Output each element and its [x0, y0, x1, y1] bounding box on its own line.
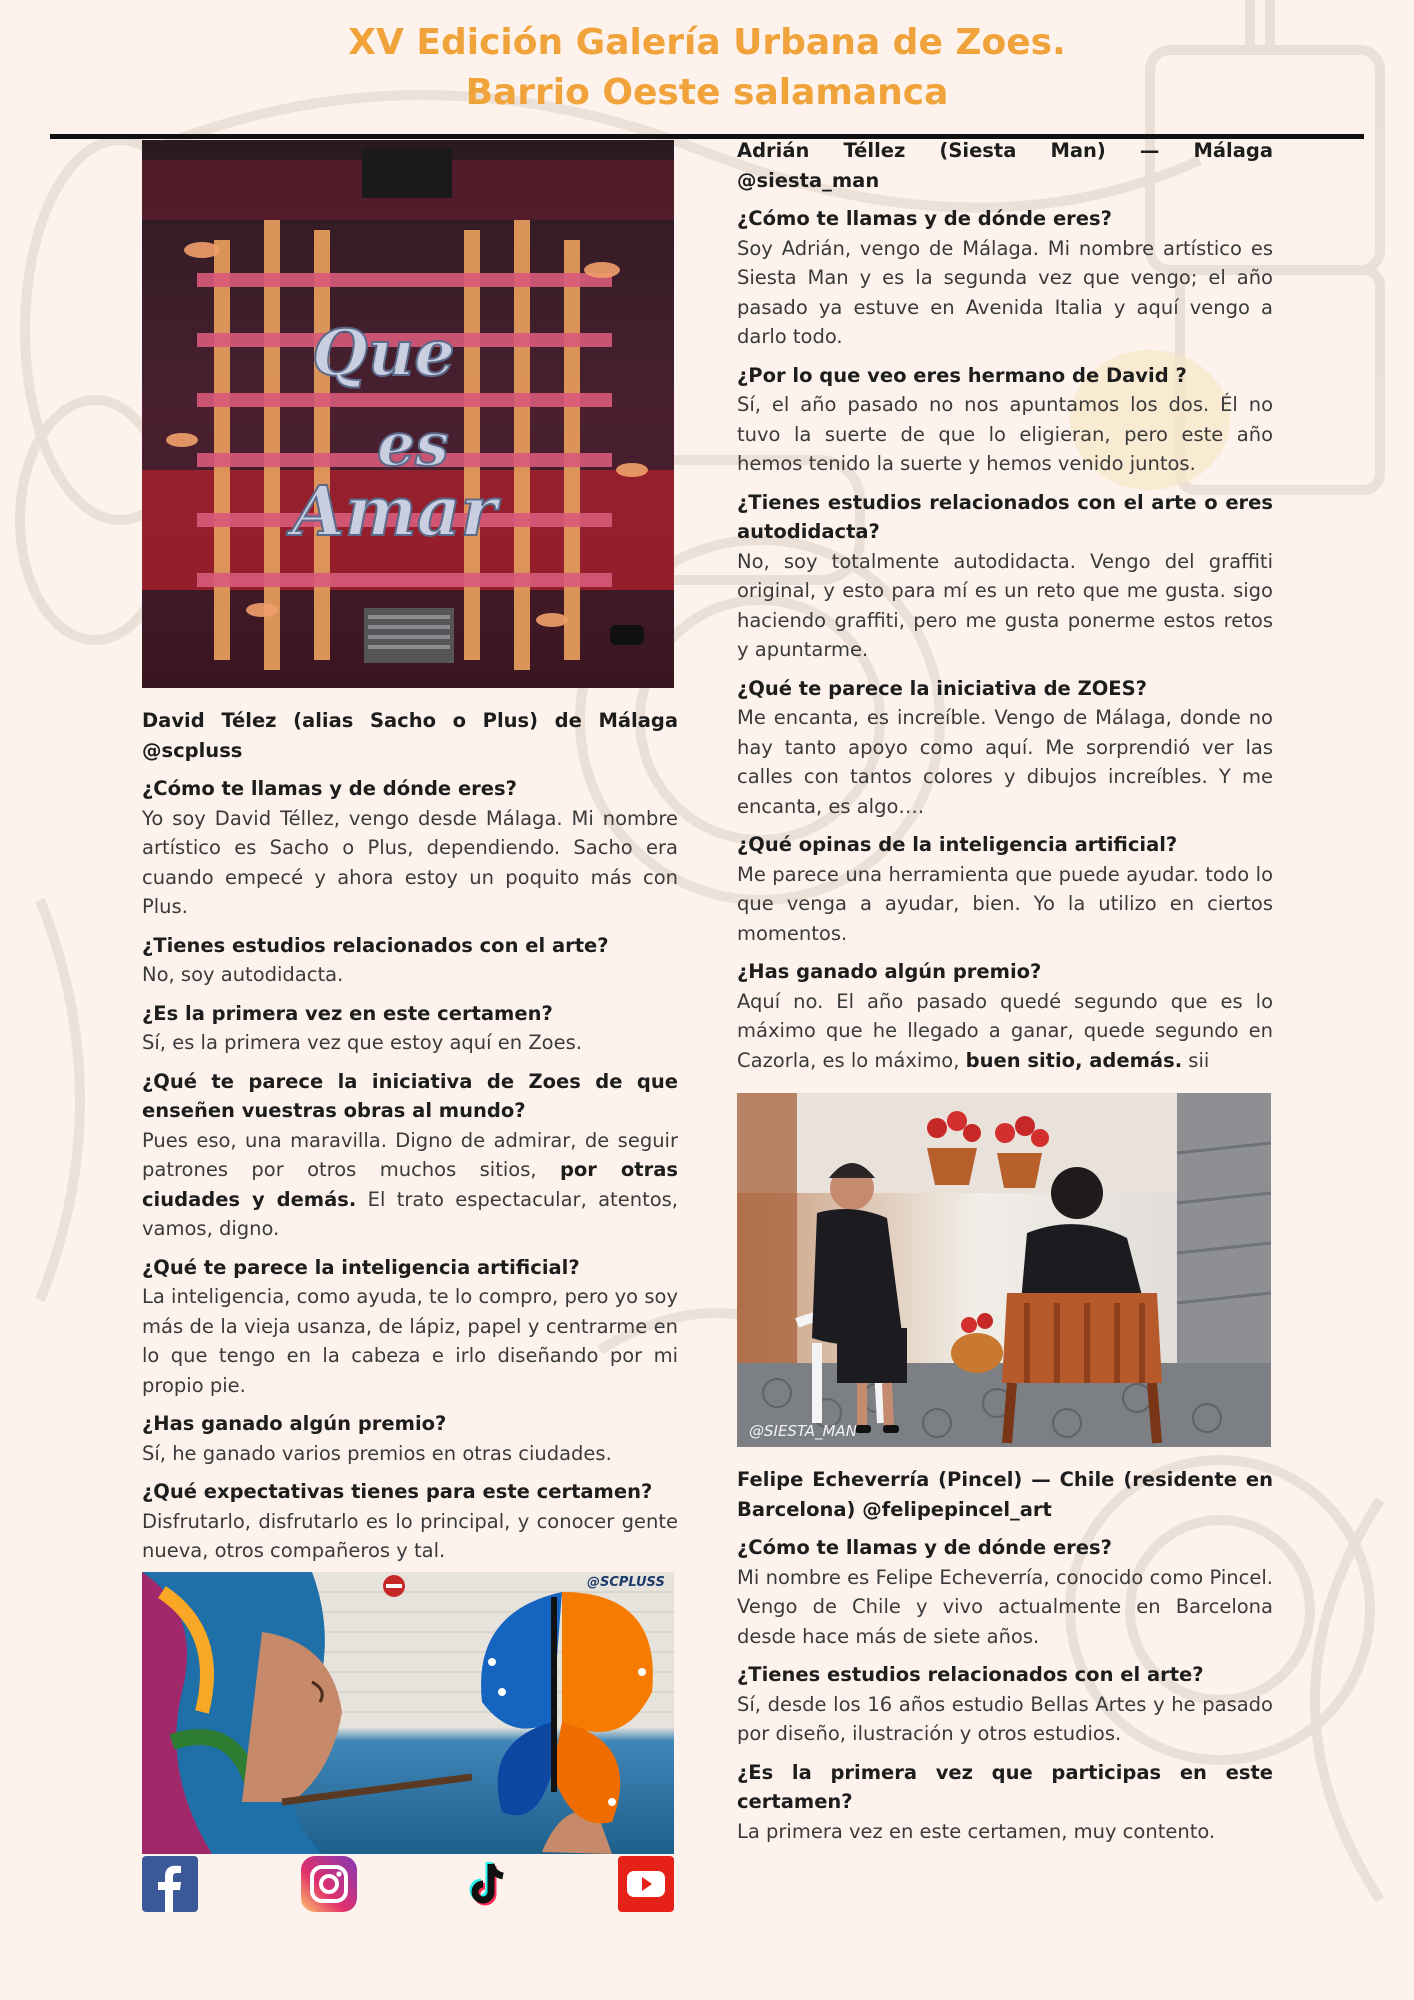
right-column — [737, 136, 1273, 1846]
answer: Mi nombre es Felipe Echeverría, conocido como Pincel. Vengo de Chile y vivo actualmente en Barcelona desde hace más de siete años. — [737, 1565, 1273, 1648]
artist-heading-felipe: Felipe Echeverría (Pincel) — Chile (residente en Barcelona) @felipepincel_art — [737, 1468, 1273, 1521]
question: ¿Es la primera vez en este certamen? — [142, 1001, 553, 1025]
answer: Me encanta, es increíble. Vengo de Málaga, donde no hay tanto apoyo como aquí. Me sorprendió ver las calles con tantos colores y dibujos increíbles. Y me encanta, es algo…. — [737, 706, 1273, 818]
question: ¿Tienes estudios relacionados con el arte? — [142, 933, 609, 957]
answer: Yo soy David Téllez, vengo desde Málaga. Mi nombre artístico es Sacho o Plus, dependiendo. Sacho era cuando empecé y ahora estoy un poquito más con Plus. — [142, 806, 678, 918]
answer: Disfrutarlo, disfrutarlo es lo principal, y conocer gente nueva, otros compañeros y tal. — [142, 1509, 678, 1562]
question: ¿Tienes estudios relacionados con el arte? — [737, 1663, 1204, 1686]
answer: Me parece una herramienta que puede ayudar. todo lo que venga a ayudar, bien. Yo la utilizo en ciertos momentos. — [737, 862, 1273, 945]
question: ¿Qué te parece la inteligencia artificial? — [142, 1255, 580, 1279]
mural-two-women-image — [737, 1093, 1271, 1447]
instagram-icon[interactable] — [301, 1856, 357, 1912]
question: ¿Cómo te llamas y de dónde eres? — [142, 777, 517, 800]
page-title — [0, 18, 1414, 118]
question: ¿Qué te parece la iniciativa de ZOES? — [737, 676, 1147, 700]
title-line-2: Barrio Oeste salamanca — [465, 72, 949, 113]
artist-heading-adrian: Adrián Téllez (Siesta Man) — Málaga @siesta_man — [737, 139, 1273, 192]
question: ¿Tienes estudios relacionados con el arte o eres autodidacta? — [737, 490, 1273, 543]
title-line-1: XV Edición Galería Urbana de Zoes. — [348, 22, 1066, 63]
left-column — [142, 140, 678, 1912]
tiktok-icon[interactable] — [459, 1856, 515, 1912]
question: ¿Cómo te llamas y de dónde eres? — [737, 207, 1112, 230]
question: ¿Has ganado algún premio? — [142, 1412, 447, 1435]
mural-text-line-1: Que — [312, 316, 455, 391]
artist-heading-david: David Télez (alias Sacho o Plus) de Málaga @scpluss — [142, 709, 678, 762]
answer: No, soy totalmente autodidacta. Vengo del graffiti original, y esto para mí es un reto que me gusta. sigo haciendo graffiti, pero me gusta ponerme estos retos y apuntarme. — [737, 549, 1273, 661]
answer: Pues eso, una maravilla. Digno de admirar, de seguir patrones por otros muchos sitios, por otras ciudades y demás. El trato espectacular, atentos, vamos, digno. — [142, 1128, 678, 1240]
answer: La primera vez en este certamen, muy contento. — [737, 1819, 1216, 1843]
answer: Sí, es la primera vez que estoy aquí en Zoes. — [142, 1031, 582, 1054]
mural-signature: @SCPLUSS — [587, 1574, 665, 1590]
mural-text-line-3: Amar — [292, 472, 497, 552]
question: ¿Qué te parece la iniciativa de Zoes de que enseñen vuestras obras al mundo? — [142, 1069, 678, 1122]
social-links — [142, 1856, 674, 1912]
mural-signature: @SIESTA_MAN — [749, 1422, 857, 1440]
question: ¿Qué opinas de la inteligencia artificial? — [737, 833, 1178, 856]
mural-woman-butterfly-image — [142, 1572, 674, 1854]
question: ¿Cómo te llamas y de dónde eres? — [737, 1536, 1112, 1559]
answer: Aquí no. El año pasado quedé segundo que es lo máximo que he llegado a ganar, quede segundo en Cazorla, es lo máximo, buen sitio, además. sii — [737, 989, 1273, 1072]
answer: La inteligencia, como ayuda, te lo compro, pero yo soy más de la vieja usanza, de lápiz, papel y centrarme en lo que tengo en la cabeza e irlo diseñando por mi propio pie. — [142, 1285, 678, 1397]
question: ¿Es la primera vez que participas en este certamen? — [737, 1760, 1273, 1813]
question: ¿Por lo que veo eres hermano de David ? — [737, 363, 1187, 387]
question: ¿Has ganado algún premio? — [737, 960, 1042, 983]
answer: Sí, desde los 16 años estudio Bellas Artes y he pasado por diseño, ilustración y otros estudios. — [737, 1692, 1273, 1745]
answer: Soy Adrián, vengo de Málaga. Mi nombre artístico es Siesta Man y es la segunda vez que vengo; el año pasado ya estuve en Avenida Italia y aquí vengo a darlo todo. — [737, 236, 1273, 348]
mural-text-line-2: es — [377, 410, 449, 480]
answer: Sí, he ganado varios premios en otras ciudades. — [142, 1441, 612, 1465]
facebook-icon[interactable] — [142, 1856, 198, 1912]
answer: Sí, el año pasado no nos apuntamos los dos. Él no tuvo la suerte de que lo eligieran, pero este año hemos tenido la suerte y hemos venido juntos. — [737, 393, 1273, 475]
question: ¿Qué expectativas tienes para este certamen? — [142, 1480, 653, 1503]
answer: No, soy autodidacta. — [142, 963, 344, 986]
youtube-icon[interactable] — [618, 1856, 674, 1912]
mural-que-es-amar-image — [142, 140, 674, 688]
